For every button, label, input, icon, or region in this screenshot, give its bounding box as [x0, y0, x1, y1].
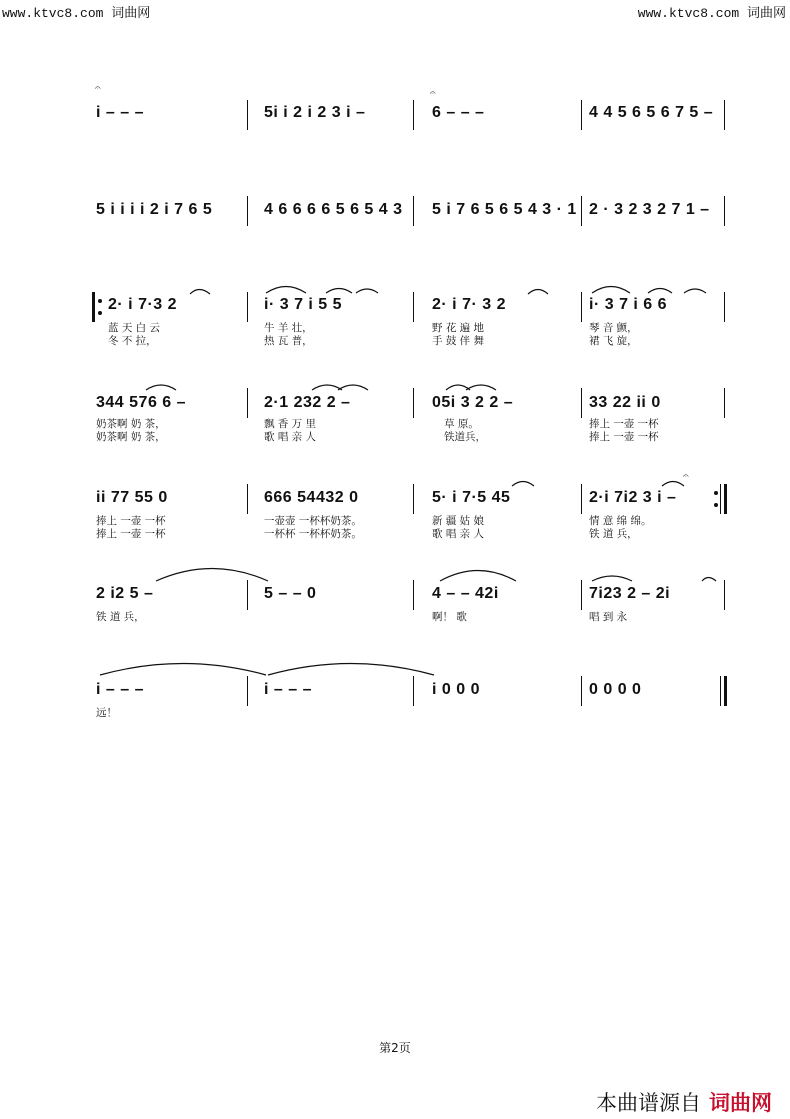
lyric-4-4-a: 捧上 一壶 一杯 [589, 418, 659, 430]
lyric-5-4-a: 情 意 绵 绵。 [589, 515, 652, 527]
lyric-5-1-a: 捧上 一壶 一杯 [96, 515, 166, 527]
measure-5-4: 2·i 7i2 3 i – [589, 489, 677, 506]
lyric-5-1-b: 捧上 一壶 一杯 [96, 528, 166, 540]
lyric-4-3-b: 铁道兵， [444, 431, 486, 443]
lyric-5-2-b: 一杯杯 一杯杯奶茶。 [264, 528, 362, 540]
slur [156, 569, 268, 582]
barline [581, 292, 582, 322]
measure-2-4: 2 · 3 2 3 2 7 1 – [589, 201, 710, 218]
barline [581, 580, 582, 610]
slur [146, 385, 176, 390]
measure-3-2: i· 3 7 i 5 5 [264, 296, 343, 313]
measure-6-3: 4 – – 42i [432, 585, 499, 602]
repeat-dot [714, 491, 718, 495]
barline [247, 292, 248, 322]
measure-4-1: 344 576 6 – [96, 394, 187, 411]
slur [356, 289, 378, 293]
barline [247, 388, 248, 418]
lyric-4-3-a: 草 原。 [444, 418, 479, 430]
slur [528, 290, 548, 295]
lyric-3-2-b: 热 瓦 普， [264, 335, 313, 347]
measure-2-2: 4 6 6 6 6 5 6 5 4 3 [264, 201, 403, 218]
measure-6-4: 7i23 2 – 2i [589, 585, 671, 602]
slur [268, 664, 434, 676]
lyric-5-3-b: 歌 唱 亲 人 [432, 528, 485, 540]
measure-1-1: i – – – [96, 104, 144, 121]
barline [413, 196, 414, 226]
slur [312, 385, 342, 390]
slur [592, 287, 630, 294]
measure-5-1: ii 77 55 0 [96, 489, 168, 506]
slur [440, 571, 516, 582]
slur [592, 576, 632, 581]
barline [247, 196, 248, 226]
lyric-4-1-b: 奶茶啊 奶 茶， [96, 431, 166, 443]
measure-5-3: 5· i 7·5 45 [432, 489, 511, 506]
lyric-4-4-b: 捧上 一壶 一杯 [589, 431, 659, 443]
barline [247, 676, 248, 706]
barline [413, 676, 414, 706]
lyric-3-3-a: 野 花 遍 地 [432, 322, 485, 334]
slur [446, 385, 470, 390]
repeat-dot [98, 311, 102, 315]
footer-brand-link[interactable]: 词曲网 [709, 1091, 772, 1115]
measure-5-2: 666 54432 0 [264, 489, 359, 506]
footer-source [596, 1087, 772, 1117]
measure-7-3: i 0 0 0 [432, 681, 480, 698]
repeat-end-thin-bar [720, 484, 721, 514]
measure-4-4: 33 22 ii 0 [589, 394, 661, 411]
lyric-6-1-a: 铁 道 兵， [96, 611, 145, 623]
measure-2-1: 5 i i i i 2 i 7 6 5 [96, 201, 213, 218]
slur [266, 287, 306, 294]
barline [413, 100, 414, 130]
lyric-3-2-a: 牛 羊 壮， [264, 322, 313, 334]
barline [581, 388, 582, 418]
fermata-mark: 𝄐 [430, 88, 436, 99]
slur [100, 664, 266, 676]
measure-6-2: 5 – – 0 [264, 585, 317, 602]
lyric-5-4-b: 铁 道 兵， [589, 528, 638, 540]
lyric-3-4-a: 琴 音 颤， [589, 322, 638, 334]
lyric-3-1-b: 冬 不 拉， [108, 335, 157, 347]
measure-6-1: 2 i2 5 – [96, 585, 154, 602]
slur [702, 578, 716, 582]
slur [648, 289, 672, 294]
measure-3-1: 2· i 7·3 2 [108, 296, 178, 313]
repeat-start-bar [92, 292, 95, 322]
measure-7-2: i – – – [264, 681, 312, 698]
measure-1-4: 4 4 5 6 5 6 7 5 – [589, 104, 714, 121]
measure-3-3: 2· i 7· 3 2 [432, 296, 506, 313]
lyric-4-1-a: 奶茶啊 奶 茶， [96, 418, 166, 430]
slur [662, 482, 684, 487]
barline [724, 292, 725, 322]
repeat-dot [98, 299, 102, 303]
repeat-end-bar [724, 484, 727, 514]
header-site-left[interactable]: www.ktvc8.com 词曲网 [2, 6, 151, 21]
measure-3-4: i· 3 7 i 6 6 [589, 296, 668, 313]
header-site-right[interactable]: www.ktvc8.com 词曲网 [637, 6, 786, 21]
lyric-3-3-b: 手 鼓 伴 舞 [432, 335, 485, 347]
lyric-6-4-a: 唱 到 永 [589, 611, 628, 623]
lyric-5-3-a: 新 疆 姑 娘 [432, 515, 485, 527]
barline [413, 580, 414, 610]
measure-4-3: 05i 3 2 2 – [432, 394, 514, 411]
lyric-4-2-b: 歌 唱 亲 人 [264, 431, 317, 443]
measure-1-2: 5i i 2 i 2 3 i – [264, 104, 366, 121]
lyric-7-1-a: 远！ [96, 707, 117, 719]
slur [326, 289, 352, 294]
slur [684, 289, 706, 293]
measure-2-3: 5 i 7 6 5 6 5 4 3 · 1 [432, 201, 577, 218]
barline [581, 484, 582, 514]
barline [724, 580, 725, 610]
repeat-dot [714, 503, 718, 507]
final-bar [724, 676, 727, 706]
lyric-6-3-a: 啊！ 歌 [432, 611, 467, 623]
barline [581, 196, 582, 226]
lyric-5-2-a: 一壶壶 一杯杯奶茶。 [264, 515, 362, 527]
slur [466, 385, 496, 390]
barline [247, 484, 248, 514]
lyric-4-2-a: 飘 香 万 里 [264, 418, 317, 430]
barline [413, 484, 414, 514]
final-thin-bar [720, 676, 721, 706]
measure-7-4: 0 0 0 0 [589, 681, 642, 698]
fermata-mark: 𝄐 [683, 471, 689, 482]
measure-4-2: 2·1 232 2 – [264, 394, 351, 411]
slur [338, 385, 368, 390]
barline [581, 676, 582, 706]
fermata-mark: 𝄐 [95, 83, 101, 94]
barline [413, 292, 414, 322]
barline [724, 196, 725, 226]
measure-7-1: i – – – [96, 681, 144, 698]
barline [581, 100, 582, 130]
measure-1-3: 6 – – – [432, 104, 485, 121]
slur [190, 290, 210, 295]
barline [247, 580, 248, 610]
page-number: 第2页 [379, 1041, 411, 1055]
barline [247, 100, 248, 130]
lyric-3-1-a: 蓝 天 白 云 [108, 322, 161, 334]
footer-prefix: 本曲谱源自 [596, 1091, 701, 1115]
barline [724, 100, 725, 130]
barline [724, 388, 725, 418]
barline [413, 388, 414, 418]
slur [512, 482, 534, 487]
lyric-3-4-b: 裙 飞 旋， [589, 335, 638, 347]
